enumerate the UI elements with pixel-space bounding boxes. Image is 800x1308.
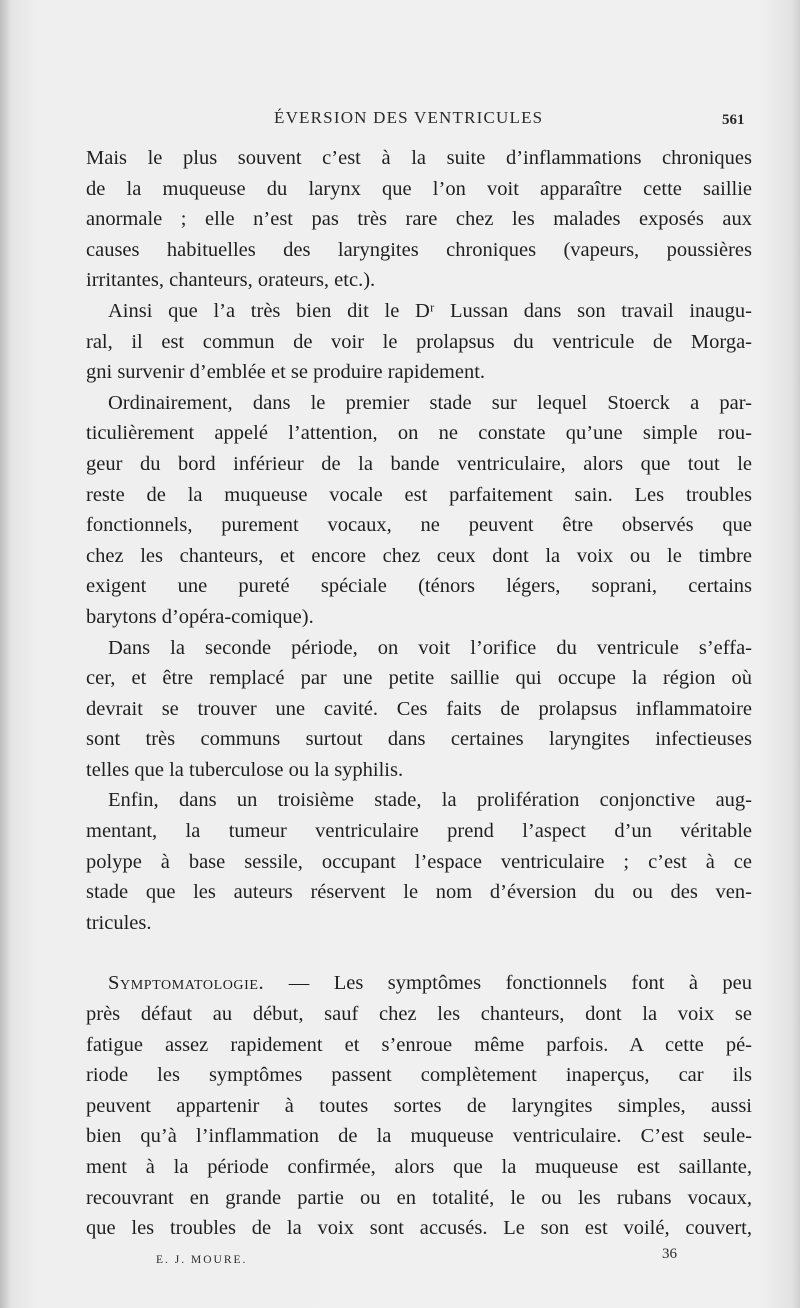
text-line: tricules. [86, 911, 152, 934]
text-line: geur du bord inférieur de la bande ventriculaire, alors que tout le [86, 452, 752, 475]
text-line: causes habituelles des laryngites chroniques (vapeurs, poussières [86, 238, 752, 261]
text-line: chez les chanteurs, et encore chez ceux dont la voix ou le timbre [86, 544, 752, 567]
text-line: peuvent appartenir à toutes sortes de laryngites simples, aussi [86, 1094, 752, 1117]
text-line: Dans la seconde période, on voit l’orifice du ventricule s’effa- [108, 636, 752, 659]
text-line: recouvrant en grande partie ou en totalité, le ou les rubans vocaux, [86, 1186, 752, 1209]
running-title: ÉVERSION DES VENTRICULES [274, 108, 544, 127]
text-line: riode les symptômes passent complètement inaperçus, car ils [86, 1064, 752, 1087]
text-line: irritantes, chanteurs, orateurs, etc.). [86, 269, 376, 292]
text-line: exigent une pureté spéciale (ténors légers, soprani, certains [86, 575, 752, 598]
text-line: sont très communs surtout dans certaines laryngites infectieuses [86, 728, 752, 751]
paragraph-first-stage [86, 388, 752, 633]
text-line: Ainsi que l’a très bien dit le Dʳ Lussan dans son travail inaugu- [108, 299, 752, 322]
text-line: près défaut au début, sauf chez les chanteurs, dont la voix se [86, 1003, 752, 1026]
printer-signature: E. J. MOURE. [156, 1254, 248, 1266]
text-line [86, 968, 752, 999]
running-head [0, 108, 800, 134]
section-symptomatologie [86, 968, 752, 1243]
text-line: Ordinairement, dans le premier stade sur lequel Stoerck a par- [108, 391, 752, 414]
paragraph-ventricle-inflammation [86, 143, 752, 296]
heading-line-rest: — Les symptômes fonctionnels font à peu [264, 972, 752, 995]
text-line: cer, et être remplacé par une petite saillie qui occupe la région où [86, 667, 752, 690]
text-line: ticulièrement appelé l’attention, on ne constate qu’une simple rou- [86, 422, 752, 445]
paragraph-second-period [86, 633, 752, 786]
text-line: Mais le plus souvent c’est à la suite d’inflammations chroniques [86, 147, 752, 169]
text-line: ral, il est commun de voir le prolapsus du ventricule de Morga- [86, 330, 752, 353]
text-line: fonctionnels, purement vocaux, ne peuvent être observés que [86, 514, 752, 537]
text-line: polype à base sessile, occupant l’espace ventriculaire ; c’est à ce [86, 850, 752, 873]
text-line: reste de la muqueuse vocale est parfaitement sain. Les troubles [86, 483, 752, 506]
text-line: bien qu’à l’inflammation de la muqueuse ventriculaire. C’est seule- [86, 1125, 752, 1148]
text-line: gni survenir d’emblée et se produire rapidement. [86, 361, 486, 384]
text-line: Enfin, dans un troisième stade, la prolifération conjonctive aug- [108, 789, 752, 812]
text-line: anormale ; elle n’est pas très rare chez les malades exposés aux [86, 208, 752, 231]
text-line: que les troubles de la voix sont accusés. Le son est voilé, couvert, [86, 1217, 752, 1240]
paragraph-third-stage [86, 785, 752, 938]
text-line: ment à la période confirmée, alors que la muqueuse est saillante, [86, 1156, 752, 1178]
signature-number: 36 [662, 1246, 677, 1262]
page-footer [0, 1246, 800, 1270]
text-line: de la muqueuse du larynx que l’on voit apparaître cette saillie [86, 177, 752, 200]
page-number: 561 [722, 112, 745, 128]
section-heading: Symptomatologie. [108, 972, 265, 995]
section-gap [86, 938, 752, 968]
text-line: telles que la tuberculose ou la syphilis. [86, 758, 404, 781]
text-line: mentant, la tumeur ventriculaire prend l’aspect d’un véritable [86, 820, 752, 843]
text-line: stade que les auteurs réservent le nom d’éversion du ou des ven- [86, 881, 752, 904]
text-line: barytons d’opéra-comique). [86, 605, 314, 628]
text-line: fatigue assez rapidement et s’enroue même parfois. A cette pé- [86, 1033, 752, 1056]
paragraph-lussan [86, 296, 752, 388]
text-line: devrait se trouver une cavité. Ces faits de prolapsus inflammatoire [86, 697, 752, 720]
body-text [86, 143, 752, 1244]
